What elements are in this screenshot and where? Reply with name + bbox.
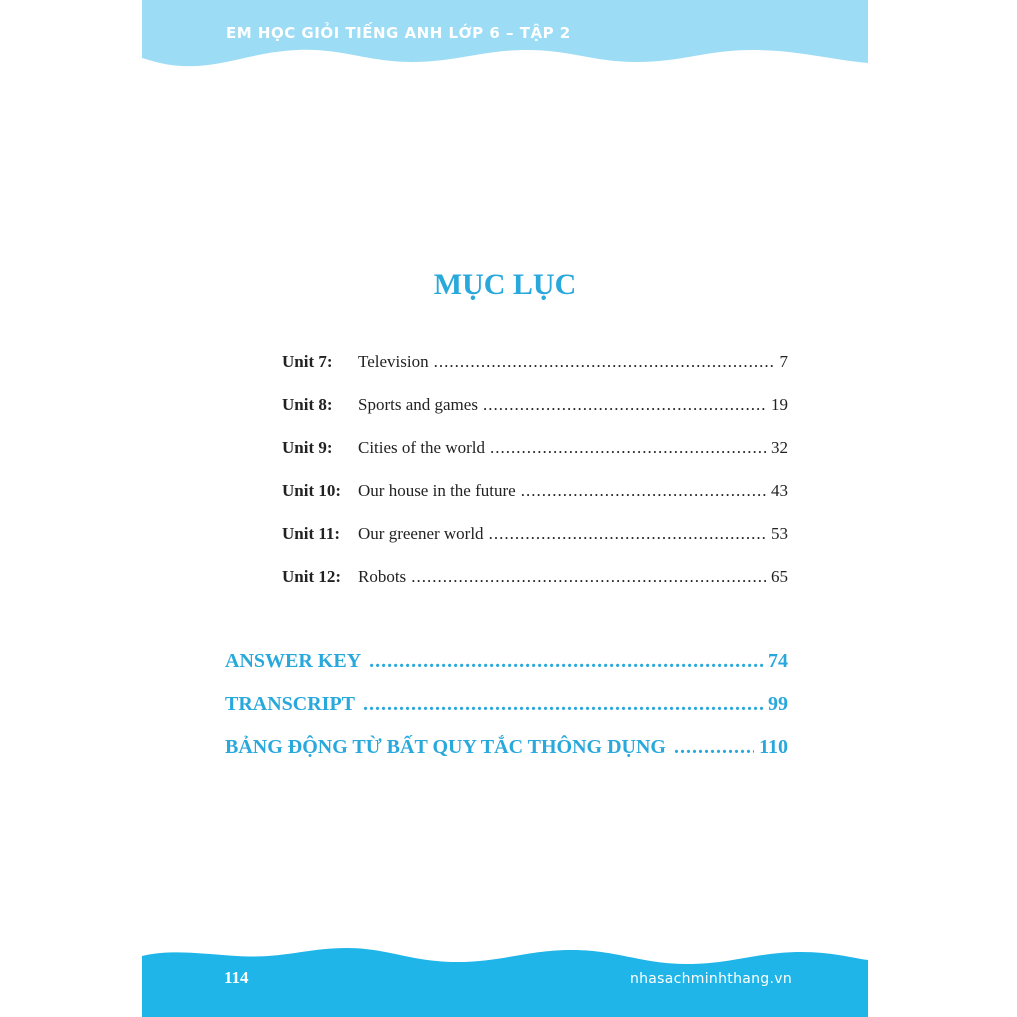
dot-leader — [363, 693, 763, 716]
dot-leader — [434, 352, 776, 372]
unit-page-number: 19 — [771, 395, 788, 414]
unit-label: Unit 9: — [282, 438, 333, 457]
section-title: TRANSCRIPT — [225, 693, 356, 715]
toc-entry-answer-key — [225, 650, 788, 676]
unit-page-number: 53 — [771, 524, 788, 543]
unit-title: Sports and games — [358, 395, 478, 414]
toc-entry-unit-11 — [282, 524, 788, 546]
publisher-website: nhasachminhthang.vn — [629, 971, 792, 987]
unit-title: Television — [358, 352, 429, 371]
toc-entry-irregular-verbs — [225, 736, 788, 762]
unit-label: Unit 11: — [282, 524, 341, 543]
toc-entry-transcript — [225, 693, 788, 719]
toc-entry-unit-10 — [282, 481, 788, 503]
unit-page-number: 43 — [771, 481, 788, 500]
book-page — [142, 0, 868, 1017]
toc-entry-unit-7 — [282, 352, 788, 374]
unit-page-number: 32 — [771, 438, 788, 457]
unit-label: Unit 10: — [282, 481, 342, 500]
unit-page-number: 7 — [779, 352, 788, 371]
section-title: BẢNG ĐỘNG TỪ BẤT QUY TẮC THÔNG DỤNG — [225, 736, 666, 758]
section-page-number: 74 — [768, 650, 788, 672]
unit-label: Unit 12: — [282, 567, 342, 586]
dot-leader — [483, 395, 767, 415]
dot-leader — [521, 481, 767, 501]
toc-title: MỤC LỤC — [433, 268, 577, 301]
dot-leader — [411, 567, 767, 587]
page-number: 114 — [224, 968, 249, 987]
toc-entry-unit-9 — [282, 438, 788, 460]
dot-leader — [489, 524, 767, 544]
toc-entry-unit-12 — [282, 567, 788, 589]
unit-label: Unit 7: — [282, 352, 333, 371]
unit-title: Our greener world — [358, 524, 484, 543]
book-title: EM HỌC GIỎI TIẾNG ANH LỚP 6 – TẬP 2 — [226, 24, 571, 42]
unit-page-number: 65 — [771, 567, 788, 586]
section-page-number: 110 — [759, 736, 788, 758]
dot-leader — [674, 736, 754, 759]
section-title: ANSWER KEY — [225, 650, 362, 672]
unit-title: Cities of the world — [358, 438, 486, 457]
unit-label: Unit 8: — [282, 395, 333, 414]
unit-title: Our house in the future — [358, 481, 516, 500]
dot-leader — [490, 438, 767, 458]
dot-leader — [369, 650, 763, 673]
page-footer — [142, 944, 868, 1017]
page-header — [142, 0, 868, 70]
section-page-number: 99 — [768, 693, 788, 715]
toc-entry-unit-8 — [282, 395, 788, 417]
unit-title: Robots — [358, 567, 407, 586]
